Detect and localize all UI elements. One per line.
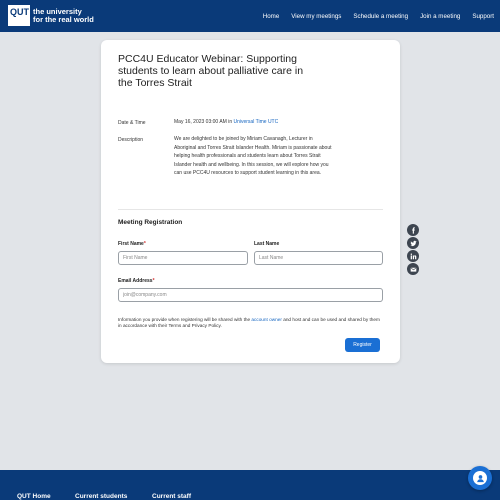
timezone-link[interactable]: Universal Time UTC [233, 119, 279, 125]
first-name-label-text: First Name [118, 241, 144, 247]
datetime-label: Date & Time [118, 120, 146, 126]
nav-schedule-a-meeting[interactable]: Schedule a meeting [353, 12, 409, 20]
user-icon [473, 471, 487, 485]
nav-join-a-meeting[interactable]: Join a meeting [420, 12, 461, 20]
email-label-text: Email Address [118, 278, 153, 284]
top-header [0, 0, 500, 32]
datetime-value [174, 118, 334, 127]
last-name-input[interactable] [254, 251, 383, 265]
section-divider [118, 209, 383, 210]
description-text: We are delighted to be joined by Miriam Cavanagh, Lecturer in Aboriginal and Torres Strait Islander Health. Miriam is passionate about helping health professionals and students learn about Torres Strait Islander health and wellbeing. In this session, we will explore how you can use PCC4U resources to support student learning in this area. [174, 136, 332, 177]
footer-link-current-staff[interactable]: Current staff [152, 493, 192, 500]
twitter-icon[interactable] [407, 237, 419, 249]
footer [0, 470, 500, 500]
nav-home[interactable]: Home [262, 12, 280, 20]
datetime-text: May 16, 2023 03:00 AM in [174, 119, 233, 125]
qut-logo-box: QUT [8, 5, 30, 26]
notice-text-post: and host and can be used and shared by them in accordance with their Terms and Privacy Policy. [118, 317, 380, 329]
footer-link-qut-home[interactable]: QUT Home [17, 493, 51, 500]
required-mark: * [143, 241, 146, 247]
required-mark: * [152, 278, 155, 284]
facebook-icon[interactable] [407, 224, 419, 236]
registration-title: Meeting Registration [118, 219, 183, 226]
account-owner-link[interactable]: account owner [251, 317, 282, 322]
page-title: PCC4U Educator Webinar: Supporting students to learn about palliative care in the Torres Strait [118, 53, 304, 89]
first-name-input[interactable] [118, 251, 248, 265]
nav-view-my-meetings[interactable]: View my meetings [291, 12, 342, 20]
registration-card [101, 40, 400, 363]
qut-logo[interactable] [8, 5, 94, 26]
qut-logo-text [33, 8, 94, 24]
privacy-notice [118, 317, 383, 329]
notice-text-pre: Information you provide when registering will be shared with the [118, 317, 252, 322]
register-button[interactable]: Register [345, 338, 380, 352]
first-name-label [118, 241, 146, 247]
logo-line-1: the university [33, 6, 82, 16]
main-nav [251, 0, 494, 32]
email-icon[interactable] [407, 263, 419, 275]
linkedin-icon[interactable] [407, 250, 419, 262]
logo-line-2: for the real world [33, 14, 94, 24]
chat-button[interactable] [468, 466, 492, 490]
description-label: Description [118, 137, 144, 143]
email-input[interactable] [118, 288, 383, 302]
email-label [118, 278, 155, 284]
last-name-label: Last Name [254, 241, 280, 247]
nav-support[interactable]: Support [472, 12, 494, 20]
footer-link-current-students[interactable]: Current students [75, 493, 128, 500]
